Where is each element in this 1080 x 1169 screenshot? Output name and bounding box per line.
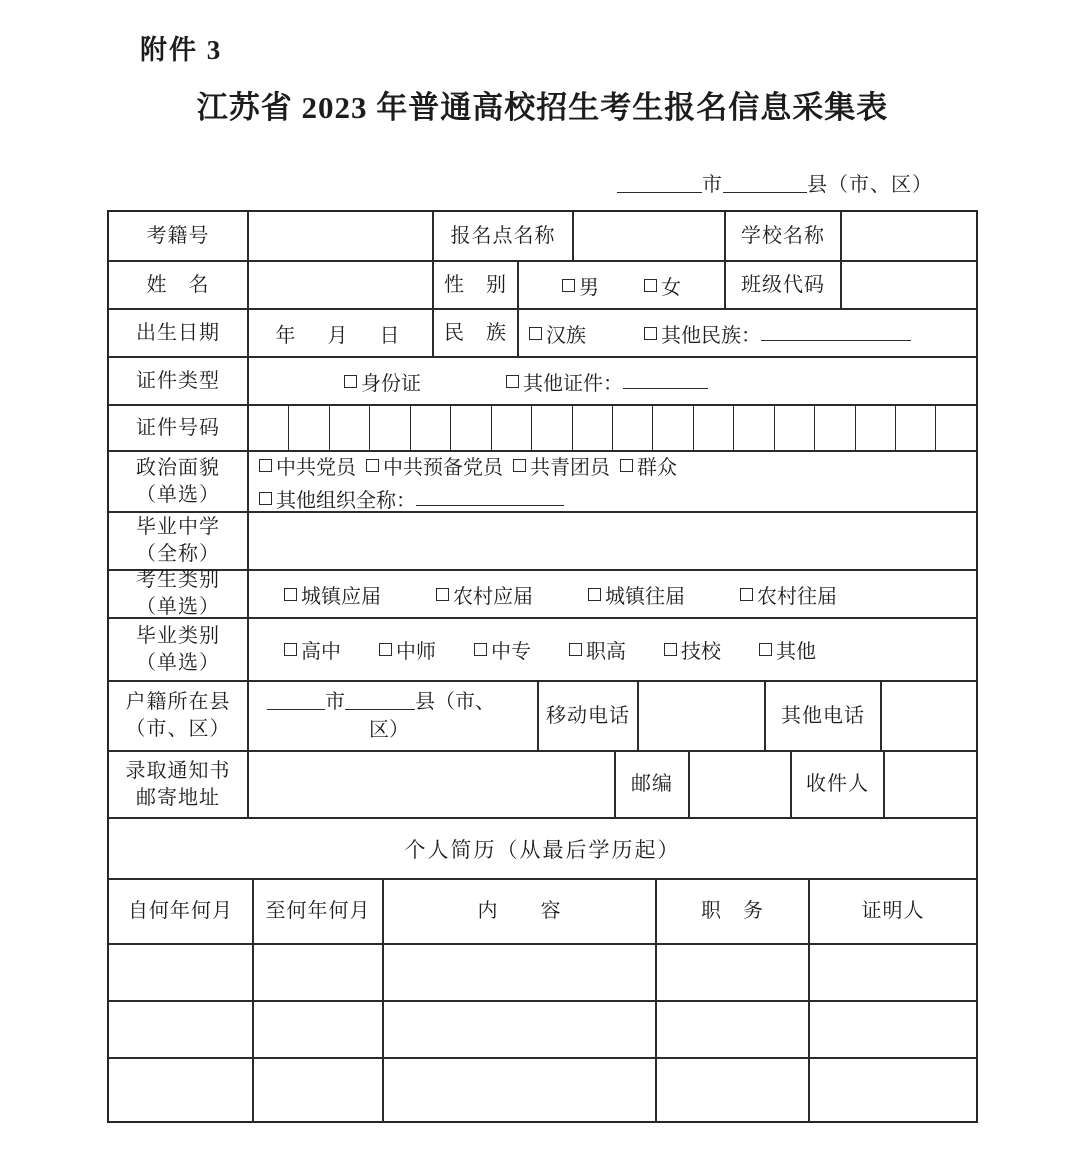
id-digit-cell [491,406,531,450]
id-digit-cell [652,406,692,450]
grad-type-options-cell [247,619,976,680]
county-suffix: 县（市、区） [807,174,933,196]
checkbox-icon [620,459,633,472]
checkbox-icon [513,459,526,472]
resume-col-witness: 证明人 [808,880,976,943]
id-digit-cell [410,406,450,450]
gender-male-option: 男 [562,271,599,300]
recipient-value-cell [883,752,976,817]
gender-options-cell [517,262,724,308]
resume-cell [655,945,808,1000]
checkbox-icon [740,588,753,601]
resume-cell [808,1002,976,1057]
id-type-label: 证件类型 [136,369,220,392]
class-code-label: 班级代码 [724,262,840,308]
gender-label: 性 别 [432,262,517,308]
row-id-type [109,356,976,404]
resume-cell [808,945,976,1000]
id-number-digit-strip [247,406,976,450]
ethnic-other-option: 其他民族： [644,319,761,348]
resume-cell [382,945,655,1000]
mail-address-value-cell [247,752,614,817]
checkbox-icon [366,459,379,472]
residence-value-cell: 市 县（市、 区） [247,682,537,750]
row-id-number [109,404,976,450]
id-digit-cell [612,406,652,450]
id-digit-cell [369,406,409,450]
resume-blank-row [109,943,976,1000]
exam-id-label: 考籍号 [146,224,210,247]
id-digit-cell [572,406,612,450]
checkbox-icon [644,327,657,340]
location-line [617,168,933,197]
candidate-type-option: 农村往届 [740,580,837,609]
resume-cell [109,945,252,1000]
blank-underline [617,178,702,193]
registration-form-table [107,210,978,1123]
grad-type-option: 中师 [379,635,436,664]
recipient-label: 收件人 [790,752,883,817]
row-candidate-type [109,569,976,617]
document-page [107,0,978,1169]
resume-col-content: 内 容 [382,880,655,943]
id-digit-cell [450,406,490,450]
resume-col-position: 职 务 [655,880,808,943]
checkbox-icon [664,643,677,656]
reg-point-value-cell [572,212,724,260]
row-grad-type [109,617,976,680]
checkbox-icon [644,279,657,292]
id-type-options-cell [247,358,976,404]
id-digit-cell [895,406,935,450]
resume-cell [382,1002,655,1057]
politics-options-cell [247,452,976,511]
residence-label: 户籍所在县 （市、区） [125,691,231,740]
name-value-cell [247,262,432,308]
city-suffix: 市 [702,174,723,196]
id-digit-cell [935,406,975,450]
id-digit-cell [249,406,288,450]
resume-cell [252,1002,382,1057]
resume-cell [252,945,382,1000]
candidate-type-option: 城镇往届 [588,580,685,609]
mobile-value-cell [637,682,764,750]
checkbox-icon [379,643,392,656]
checkbox-icon [474,643,487,656]
grad-type-option: 其他 [759,635,816,664]
candidate-type-option: 城镇应届 [284,580,381,609]
row-politics [109,450,976,511]
blank-underline [416,491,564,506]
row-resume-header [109,817,976,878]
resume-cell [109,1059,252,1121]
candidate-type-label: 考生类别 （单选） [136,569,220,618]
checkbox-icon [259,492,272,505]
postcode-value-cell [688,752,790,817]
id-digit-cell [774,406,814,450]
grad-type-label: 毕业类别 （单选） [136,624,220,674]
row-grad-school [109,511,976,569]
politics-option: 群众 [620,451,677,480]
grad-type-option: 技校 [664,635,721,664]
row-exam-id [109,212,976,260]
id-digit-cell [693,406,733,450]
checkbox-icon [436,588,449,601]
ethnic-options-cell [517,310,976,356]
resume-header: 个人简历（从最后学历起） [404,837,681,862]
checkbox-icon [284,643,297,656]
resume-col-from: 自何年何月 [128,900,233,922]
row-birth-ethnic [109,308,976,356]
blank-underline [345,695,415,710]
school-name-value-cell [840,212,976,260]
politics-option: 共青团员 [513,451,610,480]
id-digit-cell [288,406,328,450]
id-other-option: 其他证件： [506,367,623,396]
id-digit-cell [329,406,369,450]
attachment-label: 附件 3 [140,35,223,65]
mobile-label: 移动电话 [537,682,637,750]
checkbox-icon [259,459,272,472]
grad-type-option: 中专 [474,635,531,664]
resume-cell [655,1059,808,1121]
id-digit-cell [531,406,571,450]
row-resume-columns [109,878,976,943]
blank-underline [623,374,708,389]
id-digit-cell [733,406,773,450]
politics-other-option: 其他组织全称： [259,484,416,513]
gender-female-option: 女 [644,271,681,300]
checkbox-icon [529,327,542,340]
checkbox-icon [759,643,772,656]
resume-blank-row [109,1057,976,1121]
name-label: 姓 名 [146,273,210,296]
resume-cell [655,1002,808,1057]
row-mail-address [109,750,976,817]
form-title: 江苏省 2023 年普通高校招生考生报名信息采集表 [196,90,889,125]
resume-cell [382,1059,655,1121]
resume-cell [808,1059,976,1121]
checkbox-icon [588,588,601,601]
blank-underline [267,695,325,710]
postcode-label: 邮编 [614,752,688,817]
id-digit-cell [855,406,895,450]
row-name-gender [109,260,976,308]
checkbox-icon [569,643,582,656]
ethnic-han-option: 汉族 [529,319,586,348]
other-phone-label: 其他电话 [764,682,880,750]
checkbox-icon [344,375,357,388]
grad-type-option: 职高 [569,635,626,664]
blank-underline [761,326,911,341]
grad-school-label: 毕业中学 （全称） [136,516,220,565]
resume-cell [109,1002,252,1057]
birth-value-cell: 年 月 日 [247,310,432,356]
resume-blank-row [109,1000,976,1057]
politics-option: 中共预备党员 [366,451,503,480]
school-name-label: 学校名称 [724,212,840,260]
candidate-type-option: 农村应届 [436,580,533,609]
reg-point-label: 报名点名称 [432,212,572,260]
other-phone-value-cell [880,682,976,750]
checkbox-icon [562,279,575,292]
birth-label: 出生日期 [136,321,220,344]
exam-id-value-cell [247,212,432,260]
id-digit-cell [814,406,854,450]
grad-school-value-cell [247,513,976,569]
checkbox-icon [284,588,297,601]
mail-address-label: 录取通知书 邮寄地址 [125,759,231,809]
politics-label: 政治面貌 （单选） [136,456,220,506]
checkbox-icon [506,375,519,388]
class-code-value-cell [840,262,976,308]
grad-type-option: 高中 [284,635,341,664]
id-card-option: 身份证 [344,367,421,396]
candidate-type-options-cell [247,571,976,617]
blank-underline [723,178,807,193]
resume-col-to: 至何年何月 [252,880,382,943]
politics-option: 中共党员 [259,451,356,480]
row-residence-phones [109,680,976,750]
id-number-label: 证件号码 [136,416,220,439]
resume-cell [252,1059,382,1121]
ethnic-label: 民 族 [432,310,517,356]
